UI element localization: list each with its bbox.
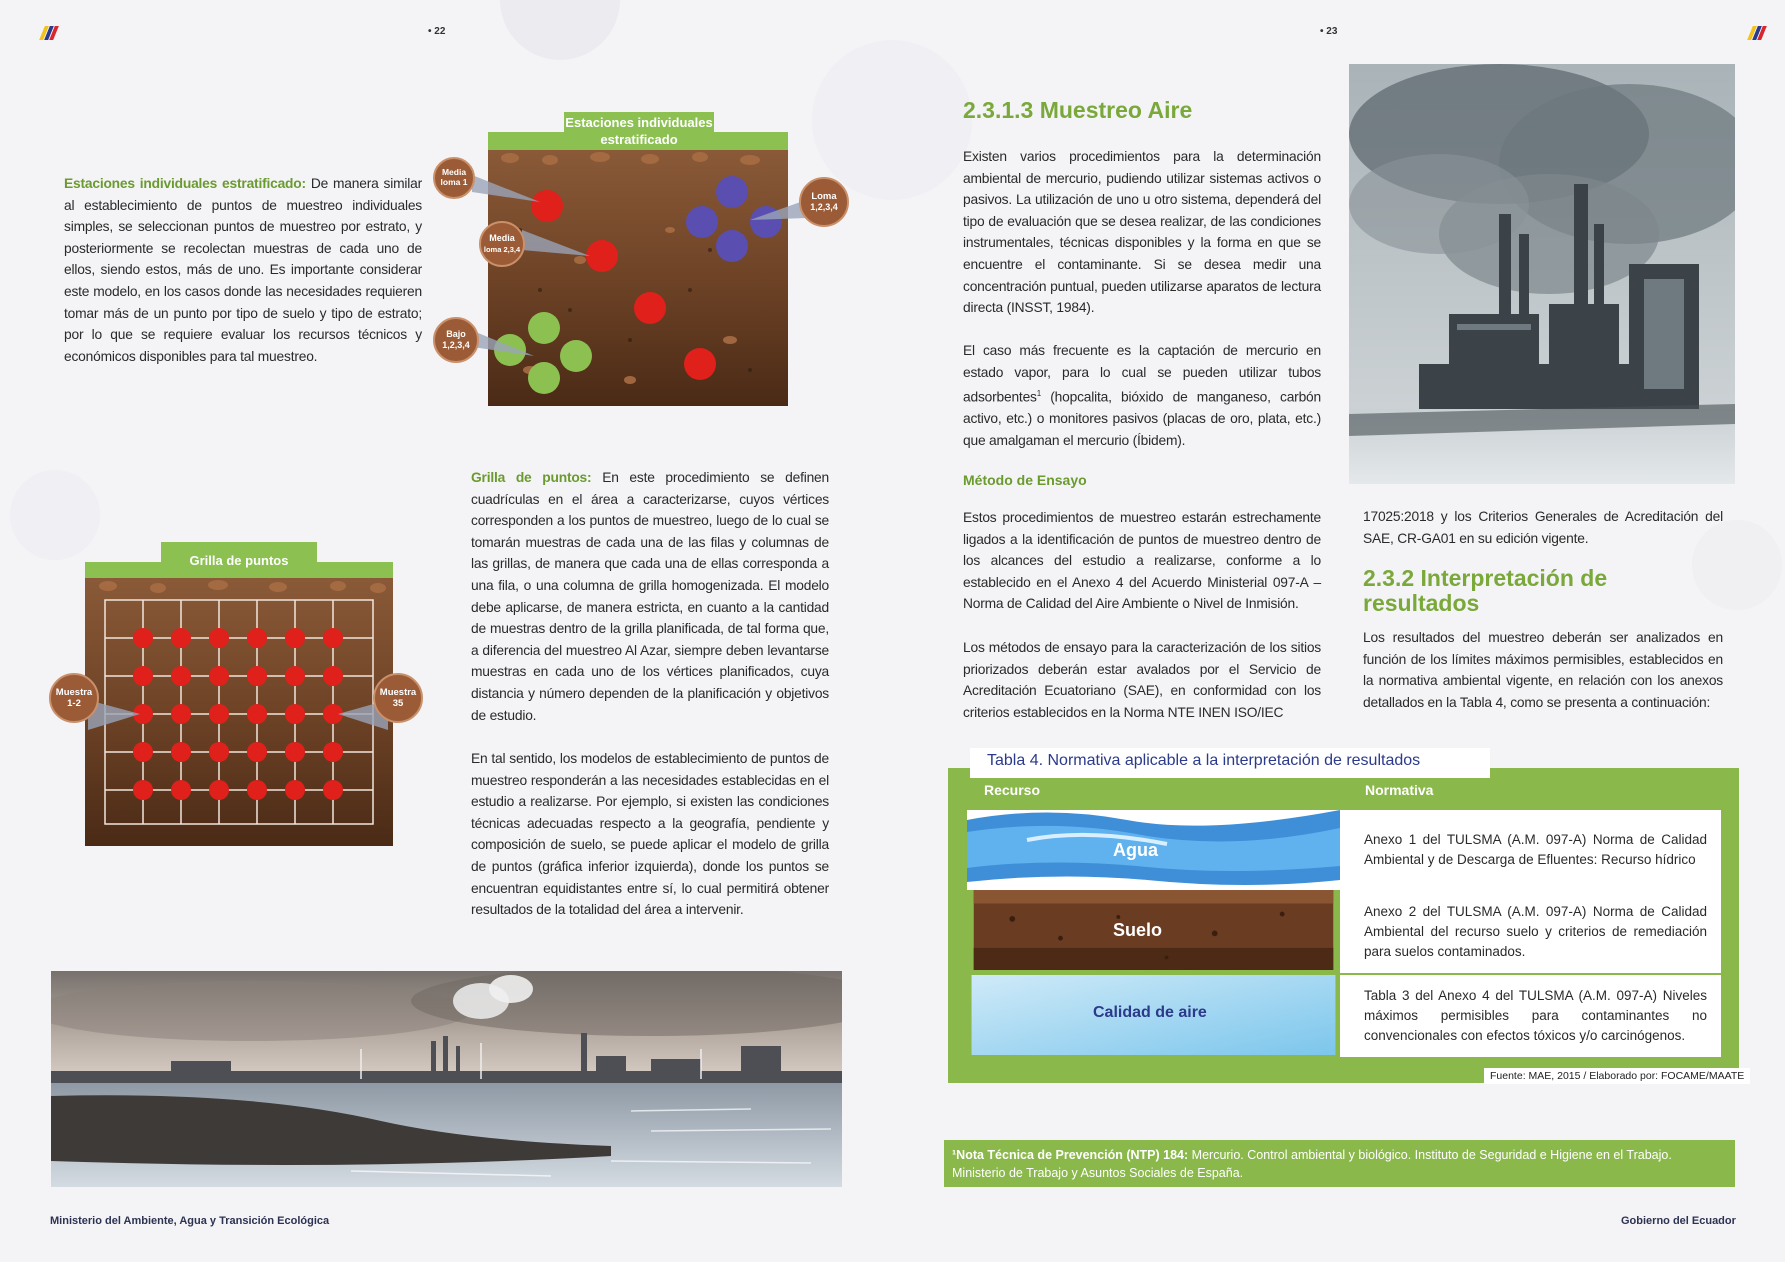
- table-source: Fuente: MAE, 2015 / Elaborado por: FOCAME/MAATE: [1484, 1068, 1750, 1084]
- air-paragraph-2-b: (hopcalita, bióxido de manganeso, carbón activo, etc.) o monitores pasivos (placas de oro, plata, etc.) que amalgaman el mercurio (Íbidem).: [963, 389, 1321, 448]
- footer-gobierno: Gobierno del Ecuador: [1621, 1215, 1736, 1227]
- grid-sample-point: [209, 628, 229, 648]
- footnote-lead: ¹Nota Técnica de Prevención (NTP) 184:: [952, 1148, 1189, 1162]
- grid-sample-point: [285, 742, 305, 762]
- stratified-lead: Estaciones individuales estratificado:: [64, 176, 306, 191]
- figure-title-line2: estratificado: [600, 132, 678, 147]
- grid-paragraph: [471, 467, 829, 726]
- row-norm-suelo: Anexo 2 del TULSMA (A.M. 097-A) Norma de Calidad Ambiental del recurso suelo y criterios de remediación para suelos contaminados.: [1364, 903, 1707, 959]
- row-norm-aire: Tabla 3 del Anexo 4 del TULSMA (A.M. 097-A) Niveles máximos permisibles para contaminantes no convencionales con efectos tóxicos y/o carcinógenos.: [1364, 988, 1707, 1043]
- page-number: • 23: [1320, 26, 1338, 37]
- grid-sample-point: [209, 780, 229, 800]
- grid-sample-point: [285, 780, 305, 800]
- grid-sample-point: [323, 780, 343, 800]
- grid-sample-point: [323, 742, 343, 762]
- stratified-paragraph: [64, 173, 422, 367]
- svg-text:1,2,3,4: 1,2,3,4: [442, 340, 470, 350]
- svg-text:35: 35: [392, 698, 404, 709]
- decorative-circle: [500, 0, 620, 60]
- grid-sampling-figure: [48, 540, 428, 850]
- svg-text:Media: Media: [489, 233, 515, 243]
- heading-metodo-ensayo: Método de Ensayo: [963, 472, 1087, 488]
- svg-text:Bajo: Bajo: [446, 329, 466, 339]
- table-header-normativa: Normativa: [1365, 782, 1434, 798]
- grid-sample-point: [133, 628, 153, 648]
- figure-title: Grilla de puntos: [189, 553, 289, 568]
- grid-text: En este procedimiento se definen cuadrículas en el área a caracterizarse, cuyos vértices corresponden a los puntos de muestreo, luego de lo cual se tomarán muestras de cada una de las filas y columnas de las grillas, de manera que cada una de ellas corresponda a una fila, o una columna de grilla homogenizada. El modelo debe aplicarse, de manera estricta, en cuanto a la cantidad de muestras dentro de la grilla planificada, de tal forma que, a diferencia del muestreo Al Azar, siempre deben levantarse muestras en cada uno de los vértices planificados, cuya distancia y número dependen de la planificación y objetivos de estudio.: [471, 470, 830, 723]
- grid-sample-point: [323, 666, 343, 686]
- grid-paragraph-2: En tal sentido, los modelos de establecimiento de puntos de muestreo responderán a las necesidades establecidas en el estudio a realizarse. Por ejemplo, si existen las condiciones técnicas adecuadas respecto a la geografía, pendiente y composición de suelo, se puede aplicar el modelo de grilla de puntos (gráfica inferior izquierda), donde los puntos se encuentran equidistantes entre sí, lo cual permitirá obtener resultados de la totalidad del área a intervenir.: [471, 751, 829, 918]
- grid-sample-point: [171, 742, 191, 762]
- grid-sample-point: [247, 704, 267, 724]
- grid-sample-point: [247, 780, 267, 800]
- table-header-recurso: Recurso: [984, 782, 1041, 798]
- grid-sample-point: [133, 742, 153, 762]
- brand-logo-icon: [1748, 26, 1766, 40]
- method-paragraph-2-continued: 17025:2018 y los Criterios Generales de Acreditación del SAE, CR-GA01 en su edición vigente.: [1363, 509, 1723, 546]
- stratified-text: De manera similar al establecimiento de puntos de muestreo individuales simples, se seleccionan puntos de muestreo por estrato, y posteriormente se recolectan muestras de cada uno de ellos, siendo estos, más de uno. Es importante considerar este modelo, en los casos donde las necesidades requieren tomar más de un punto por tipo de suelo y tipo de estrato; por lo que se requiere evaluar los recursos técnicos y económicos disponibles para tal muestreo.: [64, 176, 422, 364]
- figure-title-line1: Estaciones individuales: [565, 115, 713, 130]
- results-paragraph: Los resultados del muestreo deberán ser analizados en función de los límites máximos permisibles, establecidos en la normativa ambiental vigente, en relación con los anexos detallados en la Tabla 4, como se presenta a continuación:: [1363, 630, 1723, 710]
- row-norm-agua: Anexo 1 del TULSMA (A.M. 097-A) Norma de Calidad Ambiental y de Descarga de Efluentes: Recurso hídrico: [1364, 832, 1707, 867]
- grid-lead: Grilla de puntos:: [471, 470, 592, 485]
- air-paragraph-2: [963, 340, 1321, 452]
- svg-text:1,2,3,4: 1,2,3,4: [810, 202, 838, 212]
- grid-sample-point: [171, 666, 191, 686]
- grid-sample-point: [133, 666, 153, 686]
- grid-sample-point: [323, 628, 343, 648]
- stratified-sampling-figure: [430, 110, 850, 410]
- footnote-text: Mercurio. Control ambiental y biológico. Instituto de Seguridad e Higiene en el Trabajo. Ministerio de Trabajo y Asuntos Sociales de España.: [952, 1148, 1672, 1180]
- svg-text:loma 2,3,4: loma 2,3,4: [483, 245, 521, 254]
- table-caption: Tabla 4. Normativa aplicable a la interpretación de resultados: [987, 752, 1421, 769]
- grid-sample-point: [247, 628, 267, 648]
- grid-sample-point: [209, 742, 229, 762]
- svg-text:Media: Media: [441, 167, 467, 177]
- footnote: [944, 1140, 1735, 1187]
- row-label-aire: Calidad de aire: [1093, 1004, 1207, 1021]
- grid-sample-point: [209, 666, 229, 686]
- grid-sample-point: [171, 628, 191, 648]
- svg-text:Muestra: Muestra: [55, 687, 93, 698]
- grid-sample-point: [133, 780, 153, 800]
- svg-text:Loma: Loma: [811, 191, 837, 202]
- air-paragraph-2-a: El caso más frecuente es la captación de mercurio en estado vapor, para lo cual se pueden utilizar tubos adsorbentes: [963, 343, 1321, 405]
- grid-sample-point: [171, 704, 191, 724]
- svg-text:1-2: 1-2: [67, 698, 81, 709]
- svg-text:Muestra: Muestra: [379, 687, 417, 698]
- footnote-ref: 1: [1036, 389, 1041, 399]
- air-paragraph-1: Existen varios procedimientos para la determinación ambiental de mercurio, pudiendo utilizar sistemas activos o pasivos. La utilización de uno u otro sistema, dependerá del tipo de evaluación que se desea realizar, de las condiciones instrumentales, técnicas disponibles y la forma en que se encuentre el contaminante. Si se desea medir una concentración puntual, pueden utilizarse aparatos de lectura directa (INSST, 1984).: [963, 149, 1321, 316]
- page-number: • 22: [428, 26, 446, 37]
- decorative-circle: [812, 40, 972, 200]
- brand-logo-icon: [40, 26, 58, 40]
- grid-sample-point: [247, 666, 267, 686]
- heading-interpretacion: 2.3.2 Interpretación de resultados: [1363, 565, 1608, 616]
- footer-ministry: Ministerio del Ambiente, Agua y Transición Ecológica: [50, 1215, 330, 1227]
- method-paragraph-2: Los métodos de ensayo para la caracterización de los sitios priorizados deberán estar avalados por el Servicio de Acreditación Ecuatoriano (SAE), en conformidad con los criterios establecidos en la Norma NTE INEN ISO/IEC: [963, 640, 1321, 720]
- grid-sample-point: [285, 704, 305, 724]
- industrial-coast-photo: [51, 971, 842, 1187]
- left-page: [0, 0, 892, 1262]
- heading-muestreo-aire: 2.3.1.3 Muestreo Aire: [963, 97, 1193, 123]
- table-row-suelo: [1340, 890, 1721, 973]
- svg-text:loma 1: loma 1: [440, 177, 468, 187]
- grid-sample-point: [247, 742, 267, 762]
- method-paragraph-1: Estos procedimientos de muestreo estarán estrechamente ligados a la identificación de puntos de muestreo dentro de los alcances del estudio a realizarse, conforme a lo establecido en el Anexo 4 del Acuerdo Ministerial 097-A – Norma de Calidad del Aire Ambiente o Nivel de Inmisión.: [963, 510, 1321, 612]
- grid-sample-point: [285, 666, 305, 686]
- row-label-suelo: Suelo: [1113, 920, 1163, 940]
- factory-smoke-photo: [1349, 64, 1735, 484]
- table-row-aire: [1340, 975, 1721, 1057]
- grid-sample-point: [171, 780, 191, 800]
- grid-sample-point: [209, 704, 229, 724]
- grid-sample-point: [285, 628, 305, 648]
- row-label-agua: Agua: [1113, 840, 1158, 860]
- table-row-agua: [1340, 810, 1721, 890]
